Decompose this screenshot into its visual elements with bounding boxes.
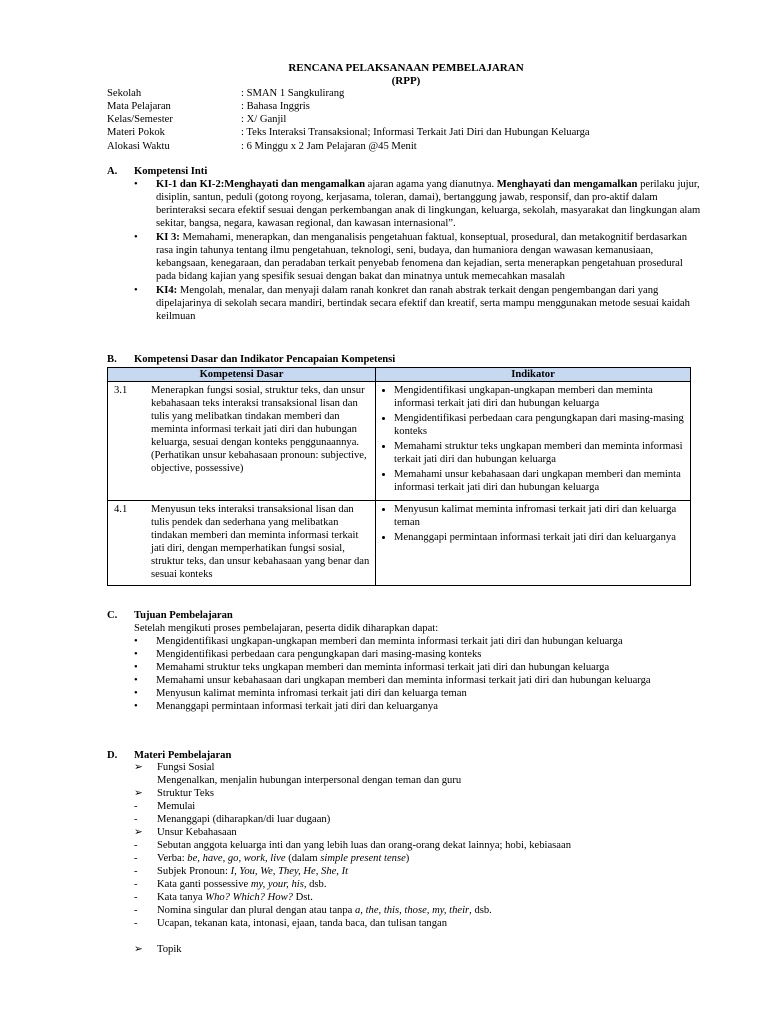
meta-key: Kelas/Semester bbox=[107, 114, 173, 125]
bullet: • bbox=[134, 675, 138, 686]
kd-number: 3.1 bbox=[108, 382, 149, 501]
list-item bbox=[134, 904, 709, 917]
text-run: Kata tanya bbox=[157, 892, 206, 903]
dash-bullet: - bbox=[134, 853, 138, 864]
bullet: • bbox=[134, 662, 138, 673]
meta-key: Sekolah bbox=[107, 88, 142, 99]
tujuan-item: Mengidentifikasi ungkapan-ungkapan memberi dan meminta informasi terkait jati diri dan hubungan keluarga bbox=[156, 636, 623, 647]
list-item bbox=[134, 178, 709, 230]
arrow-bullet-icon: ➢ bbox=[134, 762, 143, 773]
list-item bbox=[134, 852, 709, 865]
tujuan-intro: Setelah mengikuti proses pembelajaran, peserta didik diharapkan dapat: bbox=[134, 623, 439, 634]
title-line-1: RENCANA PELAKSANAAN PEMBELAJARAN bbox=[288, 62, 524, 74]
list-item bbox=[134, 231, 709, 283]
unsur-item bbox=[157, 865, 348, 878]
meta-value: : Teks Interaksi Transaksional; Informasi Terkait Jati Diri dan Hubungan Keluarga bbox=[241, 127, 590, 138]
materi-subtitle: Topik bbox=[157, 944, 182, 955]
header-indikator: Indikator bbox=[376, 368, 691, 382]
text-italic: Who? Which? How? bbox=[205, 892, 293, 903]
meta-row-kelas bbox=[107, 113, 707, 126]
kd-indicator-table bbox=[107, 367, 691, 586]
kd-text: Menyusun teks interaksi transaksional lisan dan tulis pendek dan sederhana yang melibatkan tindakan memberi dan meminta informasi terkait jati diri, dengan memperhatikan fungsi sosial, struktur teks, dan unsur kebahasaan yang benar dan sesuai konteks bbox=[148, 501, 376, 586]
materi-topik bbox=[134, 943, 709, 956]
dash-bullet: - bbox=[134, 801, 138, 812]
list-item bbox=[134, 839, 709, 852]
dash-bullet: - bbox=[134, 814, 138, 825]
text-run: Dst. bbox=[292, 892, 313, 903]
section-letter: D. bbox=[107, 750, 118, 761]
list-item bbox=[134, 891, 709, 904]
dash-bullet: - bbox=[134, 879, 138, 890]
list-item bbox=[134, 635, 709, 648]
list-item bbox=[134, 661, 709, 674]
list-item bbox=[134, 284, 709, 323]
list-item bbox=[134, 687, 709, 700]
materi-subtitle: Unsur Kebahasaan bbox=[157, 827, 237, 838]
text-italic: be, have, go, work, live bbox=[187, 853, 286, 864]
bullet: • bbox=[134, 285, 138, 296]
section-c-heading bbox=[107, 609, 233, 622]
kompetensi-inti-list bbox=[134, 178, 709, 323]
list-item bbox=[134, 800, 709, 813]
list-item bbox=[134, 674, 709, 687]
materi-struktur bbox=[134, 787, 709, 800]
unsur-item bbox=[157, 852, 409, 865]
ki-label: KI-1 dan KI-2:Menghayati dan mengamalkan bbox=[156, 179, 365, 190]
meta-value: : Bahasa Inggris bbox=[241, 101, 310, 112]
unsur-item: Ucapan, tekanan kata, intonasi, ejaan, tanda baca, dan tulisan tangan bbox=[157, 918, 448, 929]
unsur-item bbox=[157, 878, 327, 891]
arrow-bullet-icon: ➢ bbox=[134, 944, 143, 955]
struktur-item: Memulai bbox=[157, 801, 196, 812]
ki-text: Memahami, menerapkan, dan menganalisis pengetahuan faktual, konseptual, prosedural, dan metakognitif berdasarkan rasa ingin tahunya tentang ilmu pengetahuan, teknologi, seni, budaya, dan humaniora dengan wawasan kemanusiaan, kebangsaan, kenegaraan, dan peradaban terkait penyebab fenomena dan kejadian, serta menerapkan pengetahuan prosedural pada bidang kajian yang spesifik sesuai dengan bakat dan minatnya untuk memecahkan masalah bbox=[156, 232, 687, 282]
ki-text: ajaran agama yang dianutnya. bbox=[364, 179, 497, 190]
section-title: Kompetensi Inti bbox=[134, 166, 208, 177]
materi-subtitle: Struktur Teks bbox=[157, 788, 215, 799]
identity-table bbox=[107, 87, 707, 153]
bullet: • bbox=[134, 649, 138, 660]
text-italic: I, You, We, They, He, She, It bbox=[230, 866, 349, 877]
section-letter: A. bbox=[107, 166, 118, 177]
dash-bullet: - bbox=[134, 905, 138, 916]
header-kd: Kompetensi Dasar bbox=[108, 368, 376, 382]
text-run: Nomina singular dan plural dengan atau tanpa bbox=[157, 905, 355, 916]
indicator-cell bbox=[376, 501, 691, 586]
text-run: Kata ganti possessive bbox=[157, 879, 251, 890]
title-line-2: (RPP) bbox=[391, 75, 421, 87]
struktur-item: Menanggapi (diharapkan/di luar dugaan) bbox=[157, 814, 331, 825]
list-item bbox=[134, 700, 709, 713]
indicator-item: • Memahami struktur teks ungkapan memberi dan meminta informasi terkait jati diri dan hubungan keluarga bbox=[394, 440, 686, 466]
dash-bullet: - bbox=[134, 840, 138, 851]
indicator-item: • Mengidentifikasi perbedaan cara pengungkapan dari masing-masing konteks bbox=[394, 412, 686, 438]
text-run: Subjek Pronoun: bbox=[157, 866, 231, 877]
bullet: • bbox=[134, 232, 138, 243]
unsur-item bbox=[157, 904, 492, 917]
indicator-item: • Menyusun kalimat meminta infromasi terkait jati diri dan keluarga teman bbox=[394, 503, 686, 529]
dash-bullet: - bbox=[134, 892, 138, 903]
bullet: • bbox=[134, 179, 138, 190]
text-italic: simple present tense bbox=[320, 853, 406, 864]
arrow-bullet-icon: ➢ bbox=[134, 788, 143, 799]
list-item bbox=[134, 865, 709, 878]
meta-value: : X/ Ganjil bbox=[241, 114, 287, 125]
ki-label: KI4: bbox=[156, 285, 178, 296]
section-b-heading bbox=[107, 353, 395, 366]
bullet: • bbox=[134, 701, 138, 712]
materi-text: Mengenalkan, menjalin hubungan interpersonal dengan teman dan guru bbox=[157, 775, 462, 786]
indicator-item: • Mengidentifikasi ungkapan-ungkapan memberi dan meminta informasi terkait jati diri dan hubungan keluarga bbox=[394, 384, 686, 410]
section-letter: B. bbox=[107, 354, 117, 365]
ki-emphasis: Menghayati dan mengamalkan bbox=[496, 179, 638, 190]
ki-text: perilaku jujur, disiplin, santun, peduli (gotong royong, kerjasama, toleran, damai), bertanggung jawab, responsif, dan pro-aktif dalam berinteraksi secara efektif sesuai dengan perkembangan anak di lingkungan, keluarga, sekolah, masyarakat dan lingkungan alam sekitar, bangsa, negara, kawasan regional, dan kawasan internasional”. bbox=[156, 179, 701, 229]
text-run: (dalam bbox=[285, 853, 321, 864]
ki-label: KI 3: bbox=[156, 232, 180, 243]
meta-value: : 6 Minggu x 2 Jam Pelajaran @45 Menit bbox=[241, 141, 417, 152]
meta-key: Materi Pokok bbox=[107, 127, 165, 138]
tujuan-item: Mengidentifikasi perbedaan cara pengungkapan dari masing-masing konteks bbox=[156, 649, 482, 660]
tujuan-item: Menyusun kalimat meminta infromasi terkait jati diri dan keluarga teman bbox=[156, 688, 467, 699]
section-title: Materi Pembelajaran bbox=[134, 750, 232, 761]
section-title: Tujuan Pembelajaran bbox=[134, 610, 233, 621]
tujuan-item: Menanggapi permintaan informasi terkait jati diri dan keluarganya bbox=[156, 701, 438, 712]
unsur-item: Sebutan anggota keluarga inti dan yang lebih luas dan orang-orang dekat lainnya; hobi, kebiasaan bbox=[157, 840, 572, 851]
list-item bbox=[134, 878, 709, 891]
materi-fungsi bbox=[134, 761, 709, 774]
kd-text: Menerapkan fungsi sosial, struktur teks, dan unsur kebahasaan teks interaksi transaksional lisan dan tulis yang melibatkan tindakan memberi dan meminta informasi terkait jati diri dan hubungan keluarga, sesuai dengan konteks penggunaannya. (Perhatikan unsur kebahasaan pronoun: subjective, objective, possessive) bbox=[148, 382, 376, 501]
dash-bullet: - bbox=[134, 866, 138, 877]
meta-row-materi bbox=[107, 126, 707, 139]
meta-row-mapel bbox=[107, 100, 707, 113]
indicator-cell bbox=[376, 382, 691, 501]
text-run: Verba: bbox=[157, 853, 188, 864]
text-italic: a, the, this, those, my, their bbox=[354, 905, 470, 916]
text-run: , dsb. bbox=[469, 905, 492, 916]
tujuan-item: Memahami struktur teks ungkapan memberi dan meminta informasi terkait jati diri dan hubungan keluarga bbox=[156, 662, 610, 673]
materi-list bbox=[134, 761, 709, 956]
table-row bbox=[108, 382, 691, 501]
list-item bbox=[134, 917, 709, 930]
meta-key: Mata Pelajaran bbox=[107, 101, 171, 112]
kd-number: 4.1 bbox=[108, 501, 149, 586]
section-title: Kompetensi Dasar dan Indikator Pencapaian Kompetensi bbox=[134, 354, 396, 365]
bullet: • bbox=[134, 636, 138, 647]
list-item bbox=[134, 813, 709, 826]
indicator-item: • Menanggapi permintaan informasi terkait jati diri dan keluarganya bbox=[394, 531, 686, 544]
materi-unsur bbox=[134, 826, 709, 839]
unsur-item bbox=[157, 891, 313, 904]
indicator-item: • Memahami unsur kebahasaan dari ungkapan memberi dan meminta informasi terkait jati diri dan hubungan keluarga bbox=[394, 468, 686, 494]
bullet: • bbox=[134, 688, 138, 699]
meta-row-alokasi bbox=[107, 140, 707, 153]
section-letter: C. bbox=[107, 610, 118, 621]
document-title bbox=[0, 62, 768, 88]
tujuan-item: Memahami unsur kebahasaan dari ungkapan memberi dan meminta informasi terkait jati diri dan hubungan keluarga bbox=[156, 675, 651, 686]
table-row bbox=[108, 501, 691, 586]
meta-row-sekolah bbox=[107, 87, 707, 100]
ki-text: Mengolah, menalar, dan menyaji dalam ranah konkret dan ranah abstrak terkait dengan pengembangan dari yang dipelajarinya di sekolah secara mandiri, bertindak secara efektif dan kreatif, serta mampu menggunakan metode sesuai kaidah keilmuan bbox=[156, 285, 690, 322]
text-run: ) bbox=[405, 853, 410, 864]
tujuan-list bbox=[134, 622, 709, 713]
arrow-bullet-icon: ➢ bbox=[134, 827, 143, 838]
meta-key: Alokasi Waktu bbox=[107, 141, 170, 152]
materi-subtitle: Fungsi Sosial bbox=[157, 762, 215, 773]
dash-bullet: - bbox=[134, 918, 138, 929]
table-header-row bbox=[108, 368, 691, 382]
text-run: , dsb. bbox=[303, 879, 327, 890]
meta-value: : SMAN 1 Sangkulirang bbox=[241, 88, 345, 99]
section-a-heading bbox=[107, 165, 207, 178]
list-item bbox=[134, 648, 709, 661]
text-italic: my, your, his bbox=[250, 879, 304, 890]
